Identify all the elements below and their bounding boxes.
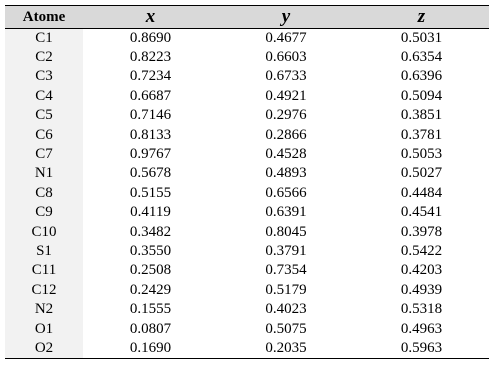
header-x: x [83,6,218,29]
atom-cell: C1 [5,29,83,48]
x-cell: 0.8133 [129,126,172,143]
atom-cell: N1 [5,164,83,183]
z-cell: 0.5027 [400,165,443,182]
y-cell: 0.3791 [265,242,307,259]
atom-cell: C4 [5,87,83,106]
atom-cell: C7 [5,145,83,164]
table-row [5,87,489,106]
z-cell: 0.5094 [400,87,443,104]
y-cell: 0.4528 [265,146,307,163]
table-row [5,106,489,125]
atom-cell: C6 [5,125,83,144]
table-row [5,145,489,164]
header-atom: Atome [5,6,83,29]
z-cell: 0.4484 [400,184,443,201]
x-cell: 0.2508 [129,262,172,279]
z-cell: 0.3781 [400,126,443,143]
atom-cell: C8 [5,184,83,203]
x-cell: 0.6687 [129,87,172,104]
y-cell: 0.2866 [265,126,307,143]
x-cell: 0.8690 [129,29,172,46]
table-row [5,319,489,338]
x-cell: 0.0807 [129,320,172,337]
table-row [5,67,489,86]
table-row [5,281,489,300]
y-cell: 0.6566 [265,184,307,201]
x-cell: 0.5678 [129,165,172,182]
atom-cell: O2 [5,339,83,358]
table-row [5,222,489,241]
atomic-coordinates-table [5,5,489,359]
z-cell: 0.5053 [400,146,443,163]
y-cell: 0.4677 [265,29,307,46]
z-cell: 0.4939 [400,281,443,298]
x-cell: 0.7146 [129,107,172,124]
atom-cell: O1 [5,319,83,338]
y-cell: 0.6733 [265,68,307,85]
atom-cell: S1 [5,242,83,261]
table-row [5,164,489,183]
z-cell: 0.4203 [400,262,443,279]
y-cell: 0.6391 [265,204,307,221]
atom-cell: C3 [5,67,83,86]
z-cell: 0.6354 [400,49,443,66]
atom-cell: C11 [5,261,83,280]
y-cell: 0.5075 [265,320,307,337]
header-row [5,6,489,29]
x-cell: 0.9767 [129,146,172,163]
x-cell: 0.7234 [129,68,172,85]
table-row [5,300,489,319]
y-cell: 0.4921 [265,87,307,104]
x-cell: 0.3482 [129,223,172,240]
table-row [5,29,489,48]
z-cell: 0.5422 [400,242,443,259]
table-body [5,29,489,359]
y-cell: 0.2035 [218,339,354,358]
atom-cell: C9 [5,203,83,222]
x-cell: 0.3550 [129,242,172,259]
atom-cell: C10 [5,222,83,241]
table-row [5,184,489,203]
x-cell: 0.2429 [129,281,172,298]
table-header [5,6,489,29]
y-cell: 0.4023 [265,301,307,318]
atom-cell: C2 [5,48,83,67]
x-cell: 0.5155 [129,184,172,201]
z-cell: 0.5963 [354,339,489,358]
y-cell: 0.7354 [265,262,307,279]
y-cell: 0.8045 [265,223,307,240]
z-cell: 0.6396 [400,68,443,85]
z-cell: 0.3978 [400,223,443,240]
table-row [5,203,489,222]
y-cell: 0.5179 [265,281,307,298]
atom-cell: C5 [5,106,83,125]
x-cell: 0.1690 [83,339,218,358]
y-cell: 0.6603 [265,49,307,66]
y-cell: 0.2976 [265,107,307,124]
z-cell: 0.5318 [400,301,443,318]
table-row [5,48,489,67]
atom-cell: C12 [5,281,83,300]
y-cell: 0.4893 [265,165,307,182]
atom-cell: N2 [5,300,83,319]
z-cell: 0.3851 [400,107,443,124]
x-cell: 0.1555 [129,301,172,318]
z-cell: 0.4963 [400,320,443,337]
z-cell: 0.4541 [400,204,443,221]
table-row [5,125,489,144]
table-row [5,261,489,280]
z-cell: 0.5031 [400,29,443,46]
x-cell: 0.8223 [129,49,172,66]
header-y: y [218,6,354,29]
header-z: z [354,6,489,29]
table-row [5,242,489,261]
table-row [5,339,489,358]
x-cell: 0.4119 [130,204,171,221]
